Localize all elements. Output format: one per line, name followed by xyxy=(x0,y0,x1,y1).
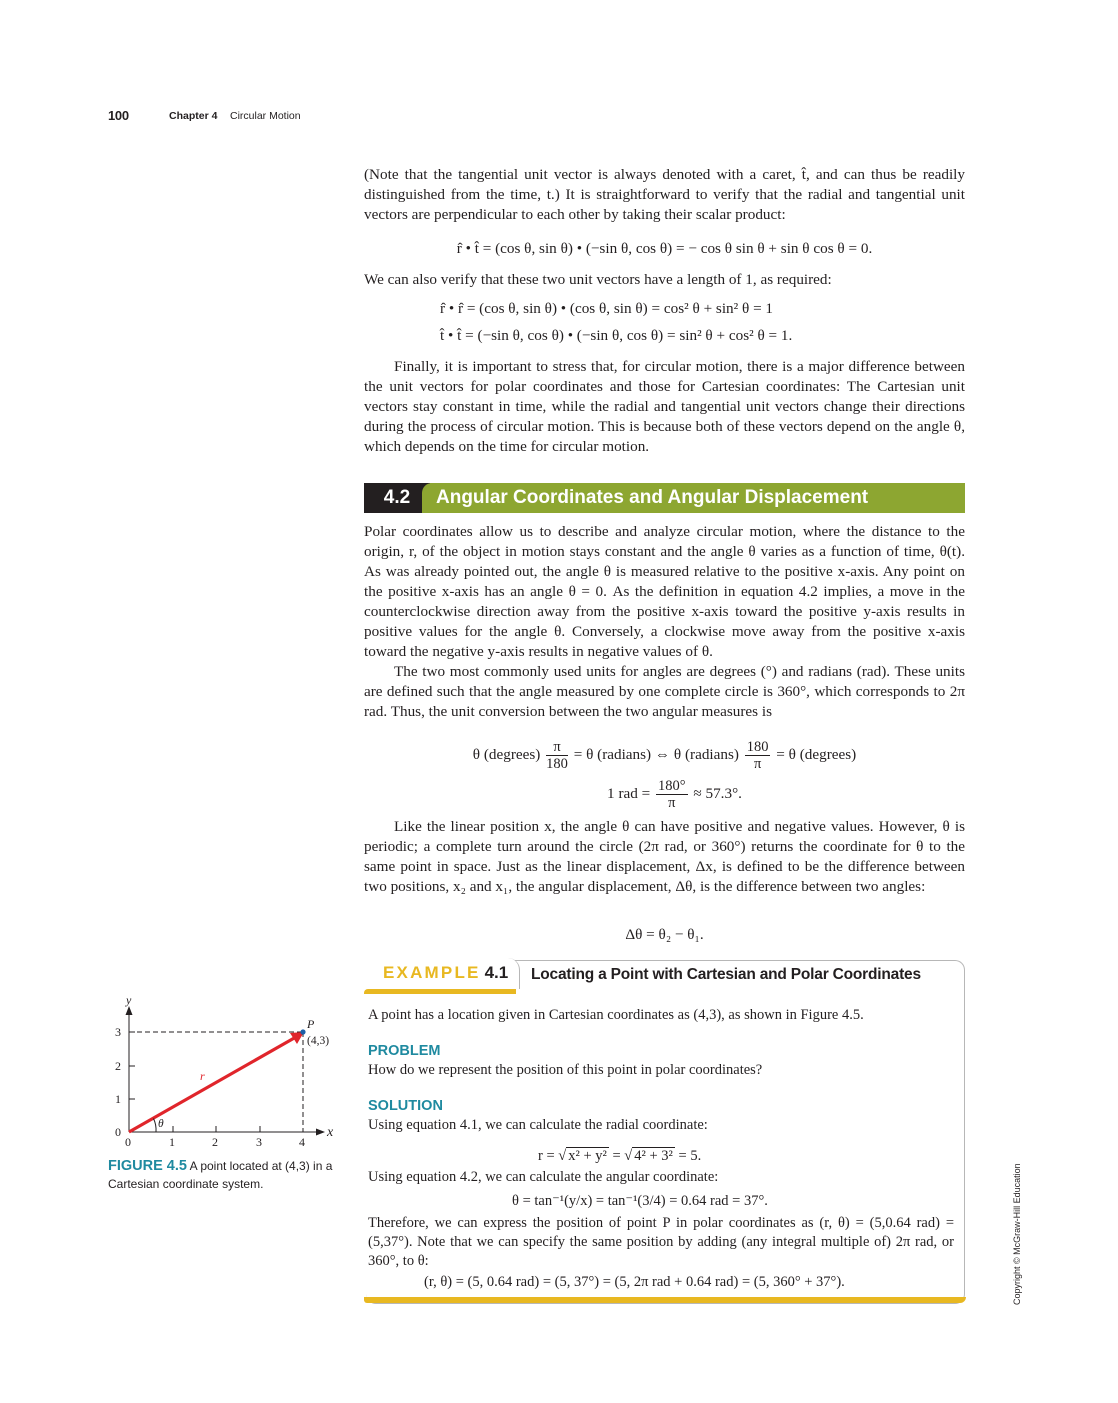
example-label: EXAMPLE 4.1 xyxy=(383,963,509,982)
eq-conv-left: θ (degrees) xyxy=(472,745,541,763)
chapter-title: Circular Motion xyxy=(230,110,301,122)
solution-step-1: Using equation 4.1, we can calculate the radial coordinate: xyxy=(368,1117,708,1133)
eq-conv-right: = θ (degrees) xyxy=(776,745,857,763)
cartesian-figure xyxy=(108,993,348,1148)
point-p xyxy=(300,1029,305,1034)
fraction-pi-over-180: $\frac{\pi}{180}$ xyxy=(546,739,568,772)
svg-text:1: 1 xyxy=(115,1092,121,1106)
x-axis-arrow-icon xyxy=(316,1129,325,1136)
svg-text:2: 2 xyxy=(115,1059,121,1073)
point-coords: (4,3) xyxy=(307,1035,330,1047)
fraction-180deg-over-pi: $\frac{180^\circ}{\pi}$ xyxy=(658,778,686,811)
solution-step-2: Using equation 4.2, we can calculate the angular coordinate: xyxy=(368,1169,719,1185)
equation-radial: r = √ x² + y² = √ 4² + 3² = 5. xyxy=(538,1148,702,1164)
svg-text:0: 0 xyxy=(115,1125,121,1139)
equation-unit-conversion xyxy=(364,739,965,772)
fraction-180-over-pi: $\frac{180}{\pi}$ xyxy=(746,739,769,772)
example-title: Locating a Point with Cartesian and Polar Coordinates xyxy=(531,966,921,983)
svg-text:1: 1 xyxy=(169,1135,175,1148)
problem-text: How do we represent the position of this point in polar coordinates? xyxy=(368,1062,763,1078)
example-bottom-bar xyxy=(364,1297,966,1303)
solution-step-3: Therefore, we can express the position of point P in polar coordinates as (r, θ) = (5,0.64 rad) = (5,37°). Note that we can specify the same position by adding (any integral multiple of) 2π rad, or 360°, to θ: xyxy=(368,1215,954,1269)
copyright-notice: Copyright © McGraw-Hill Education xyxy=(1012,1163,1022,1305)
y-axis-arrow-icon xyxy=(126,1006,133,1015)
figure-caption-text: A point located at (4,3) in a Cartesian coordinate system. xyxy=(108,1159,333,1191)
y-axis-label: y xyxy=(126,993,132,1007)
figure-caption xyxy=(108,1157,344,1193)
page-number: 100 xyxy=(108,108,129,123)
equation-r-length: r̂ • r̂ = (cos θ, sin θ) • (cos θ, sin θ) = cos² θ + sin² θ = 1 xyxy=(440,300,774,317)
intro-paragraph-3: Finally, it is important to stress that, for circular motion, there is a major difference between the unit vectors for polar coordinates and those for Cartesian coordinates: The Cartesian unit vectors stay constant in time, while the radial and tangential unit vectors change their directions during the process of circular motion. This is because both of these vectors depend on the angle θ, which depends on the time for circular motion. xyxy=(364,358,965,455)
svg-text:2: 2 xyxy=(212,1135,218,1148)
vector-label: r⃗ xyxy=(200,1069,215,1083)
equation-one-radian: 1 rad = $\frac{180^\circ}{\pi}$ ≈ 57.3°. xyxy=(607,778,742,811)
section-notch xyxy=(422,483,436,513)
section-number: 4.2 xyxy=(364,483,430,513)
equation-t-length: t̂ • t̂ = (−sin θ, cos θ) • (−sin θ, cos θ) = sin² θ + cos² θ = 1. xyxy=(440,327,793,344)
equation-angular-displacement: Δθ = θ₂ − θ₁. xyxy=(625,926,704,943)
angle-label: θ xyxy=(158,1118,164,1130)
example-intro: A point has a location given in Cartesian coordinates as (4,3), as shown in Figure 4.5. xyxy=(368,1007,864,1023)
point-label: P xyxy=(307,1017,315,1031)
figure-caption-label: FIGURE 4.5 xyxy=(108,1158,187,1174)
svg-text:4: 4 xyxy=(299,1135,305,1148)
section-paragraph-3: Like the linear position x, the angle θ can have positive and negative values. However, θ is periodic; a complete turn around the circle (2π rad, or 360°) returns the coordinate for θ to the same point in space. Just as the linear displacement, Δx, is defined to be the difference between two positions, x₂ and x₁, the angular displacement, Δθ, is the difference between two angles: xyxy=(364,818,965,895)
svg-text:3: 3 xyxy=(256,1135,262,1148)
equation-perpendicular: r̂ • t̂ = (cos θ, sin θ) • (−sin θ, cos θ) = − cos θ sin θ + sin θ cos θ = 0. xyxy=(456,240,873,257)
svg-text:0: 0 xyxy=(125,1135,131,1148)
equation-final: (r, θ) = (5, 0.64 rad) = (5, 37°) = (5, 2π rad + 0.64 rad) = (5, 360° + 37°). xyxy=(424,1274,845,1290)
intro-paragraph-1: (Note that the tangential unit vector is always denoted with a caret, t̂, and can thus be readily distinguished from the time, t.) It is straightforward to verify that the radial and tangential unit vectors are perpendicular to each other by taking their scalar product: xyxy=(364,166,965,223)
eq-conv-mid: = θ (radians) ⇔ θ (radians) xyxy=(573,745,739,763)
x-axis-label: x xyxy=(327,1125,334,1140)
section-title: Angular Coordinates and Angular Displacement xyxy=(436,487,869,508)
svg-text:3: 3 xyxy=(115,1025,121,1039)
position-vector xyxy=(129,1037,296,1132)
problem-heading: PROBLEM xyxy=(368,1043,441,1059)
example-number: 4.1 xyxy=(484,963,509,982)
section-paragraph-1: Polar coordinates allow us to describe and analyze circular motion, where the distance to the origin, r, of the object in motion stays constant and the angle θ varies as a function of time, θ(t). As was already pointed out, the angle θ is measured relative to the positive x-axis. Any point on the positive x-axis has an angle θ = 0. As the definition in equation 4.2 implies, a move in the counterclockwise direction away from the positive x-axis toward the positive y-axis results in positive values for the angle θ. Conversely, a clockwise move away from the positive x-axis toward the negative y-axis results in negative values of θ. xyxy=(364,523,965,660)
section-paragraph-2: The two most commonly used units for angles are degrees (°) and radians (rad). These units are defined such that the angle measured by one complete circle is 360°, which corresponds to 2π rad. Thus, the unit conversion between the two angular measures is xyxy=(364,663,965,720)
intro-paragraph-2: We can also verify that these two unit vectors have a length of 1, as required: xyxy=(364,271,832,288)
sqrt-icon: √ xyxy=(558,1148,567,1164)
chapter-label: Chapter 4 xyxy=(169,110,218,122)
section-header xyxy=(364,483,965,513)
example-tab-underline xyxy=(364,989,516,994)
sqrt-icon: √ xyxy=(624,1148,633,1164)
solution-heading: SOLUTION xyxy=(368,1098,443,1114)
equation-theta: θ = tan⁻¹(y/x) = tan⁻¹(3/4) = 0.64 rad = 37°. xyxy=(512,1193,768,1209)
